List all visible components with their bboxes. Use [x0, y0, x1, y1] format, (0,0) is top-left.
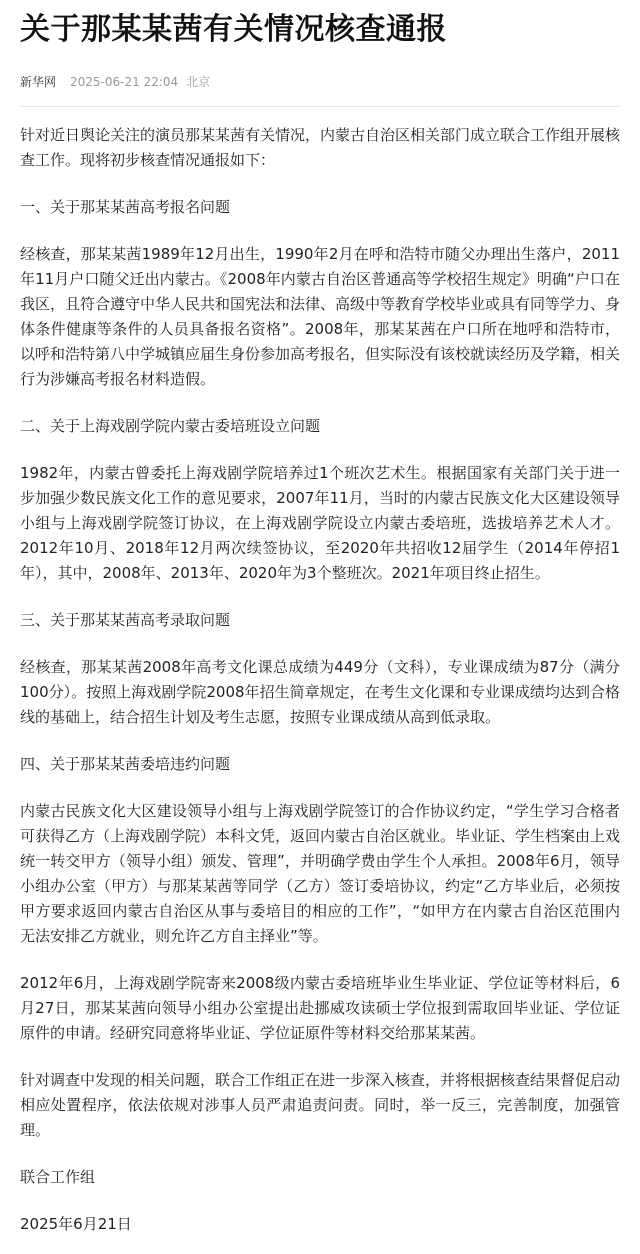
section-paragraph-2: 1982年，内蒙古曾委托上海戏剧学院培养过1个班次艺术生。根据国家有关部门关于进一步加强少数民族文化工作的意见要求，2007年11月，当时的内蒙古民族文化大区建设领导小组与上海戏剧学院签订协议，在上海戏剧学院设立内蒙古委培班，选拔培养艺术人才。2012年10月、2018年12月两次续签协议，至2020年共招收12届学生（2014年停招1年），其中，2008年、2013年、2020年为3个整班次。2021年项目终止招生。: [20, 464, 620, 582]
signature: 联合工作组: [20, 1168, 96, 1186]
intro-paragraph: 针对近日舆论关注的演员那某某茜有关情况，内蒙古自治区相关部门成立联合工作组开展核查工作。现将初步核查情况通报如下：: [20, 126, 621, 169]
article-location: 北京: [186, 75, 211, 89]
section-paragraph-4b: 2012年6月，上海戏剧学院寄来2008级内蒙古委培班毕业生毕业证、学位证等材料后，6月27日，那某某茜向领导小组办公室提出赴挪威攻读硕士学位报到需取回毕业证、学位证原件的申请。经研究同意将毕业证、学位证原件等材料交给那某某茜。: [20, 974, 620, 1042]
article-body: [20, 123, 620, 1237]
section-heading-1: 一、关于那某某茜高考报名问题: [20, 198, 231, 216]
section-paragraph-4a: 内蒙古民族文化大区建设领导小组与上海戏剧学院签订的合作协议约定，“学生学习合格者可获得乙方（上海戏剧学院）本科文凭，返回内蒙古自治区就业。毕业证、学生档案由上戏统一转交甲方（领导小组）颁发、管理”，并明确学费由学生个人承担。2008年6月，领导小组办公室（甲方）与那某某茜等同学（乙方）签订委培协议，约定“乙方毕业后，必须按甲方要求返回内蒙古自治区从事与委培目的相应的工作”，“如甲方在内蒙古自治区范围内无法安排乙方就业，则允许乙方自主择业”等。: [20, 802, 621, 945]
section-paragraph-1: 经核查，那某某茜1989年12月出生，1990年2月在呼和浩特市随父办理出生落户，2011年11月户口随父迁出内蒙古。《2008年内蒙古自治区普通高等学校招生规定》明确“户口在我区，且符合遵守中华人民共和国宪法和法律、高级中等教育学校毕业或具有同等学力、身体条件健康等条件的人员具备报名资格”。2008年，那某某茜在户口所在地呼和浩特市，以呼和浩特第八中学城镇应届生身份参加高考报名，但实际没有该校就读经历及学籍，相关行为涉嫌高考报名材料造假。: [20, 245, 621, 388]
section-heading-4: 四、关于那某某茜委培违约问题: [20, 755, 231, 773]
article-source[interactable]: 新华网: [20, 75, 57, 89]
article-time: 2025-06-21 22:04: [70, 75, 179, 89]
header-divider: [20, 106, 620, 107]
article-title: 关于那某某茜有关情况核查通报: [20, 12, 447, 47]
section-paragraph-3: 经核查，那某某茜2008年高考文化课总成绩为449分（文科），专业课成绩为87分（满分100分）。按照上海戏剧学院2008年招生简章规定，在考生文化课和专业课成绩均达到合格线的基础上，结合招生计划及考生志愿，按照专业课成绩从高到低录取。: [20, 658, 620, 726]
article-meta: [20, 72, 620, 92]
publish-date: 2025年6月21日: [20, 1215, 132, 1233]
section-heading-3: 三、关于那某某茜高考录取问题: [20, 611, 231, 629]
section-heading-2: 二、关于上海戏剧学院内蒙古委培班设立问题: [20, 417, 321, 435]
closing-paragraph: 针对调查中发现的相关问题，联合工作组正在进一步深入核查，并将根据核查结果督促启动相应处置程序，依法依规对涉事人员严肃追责问责。同时，举一反三，完善制度，加强管理。: [20, 1071, 621, 1139]
